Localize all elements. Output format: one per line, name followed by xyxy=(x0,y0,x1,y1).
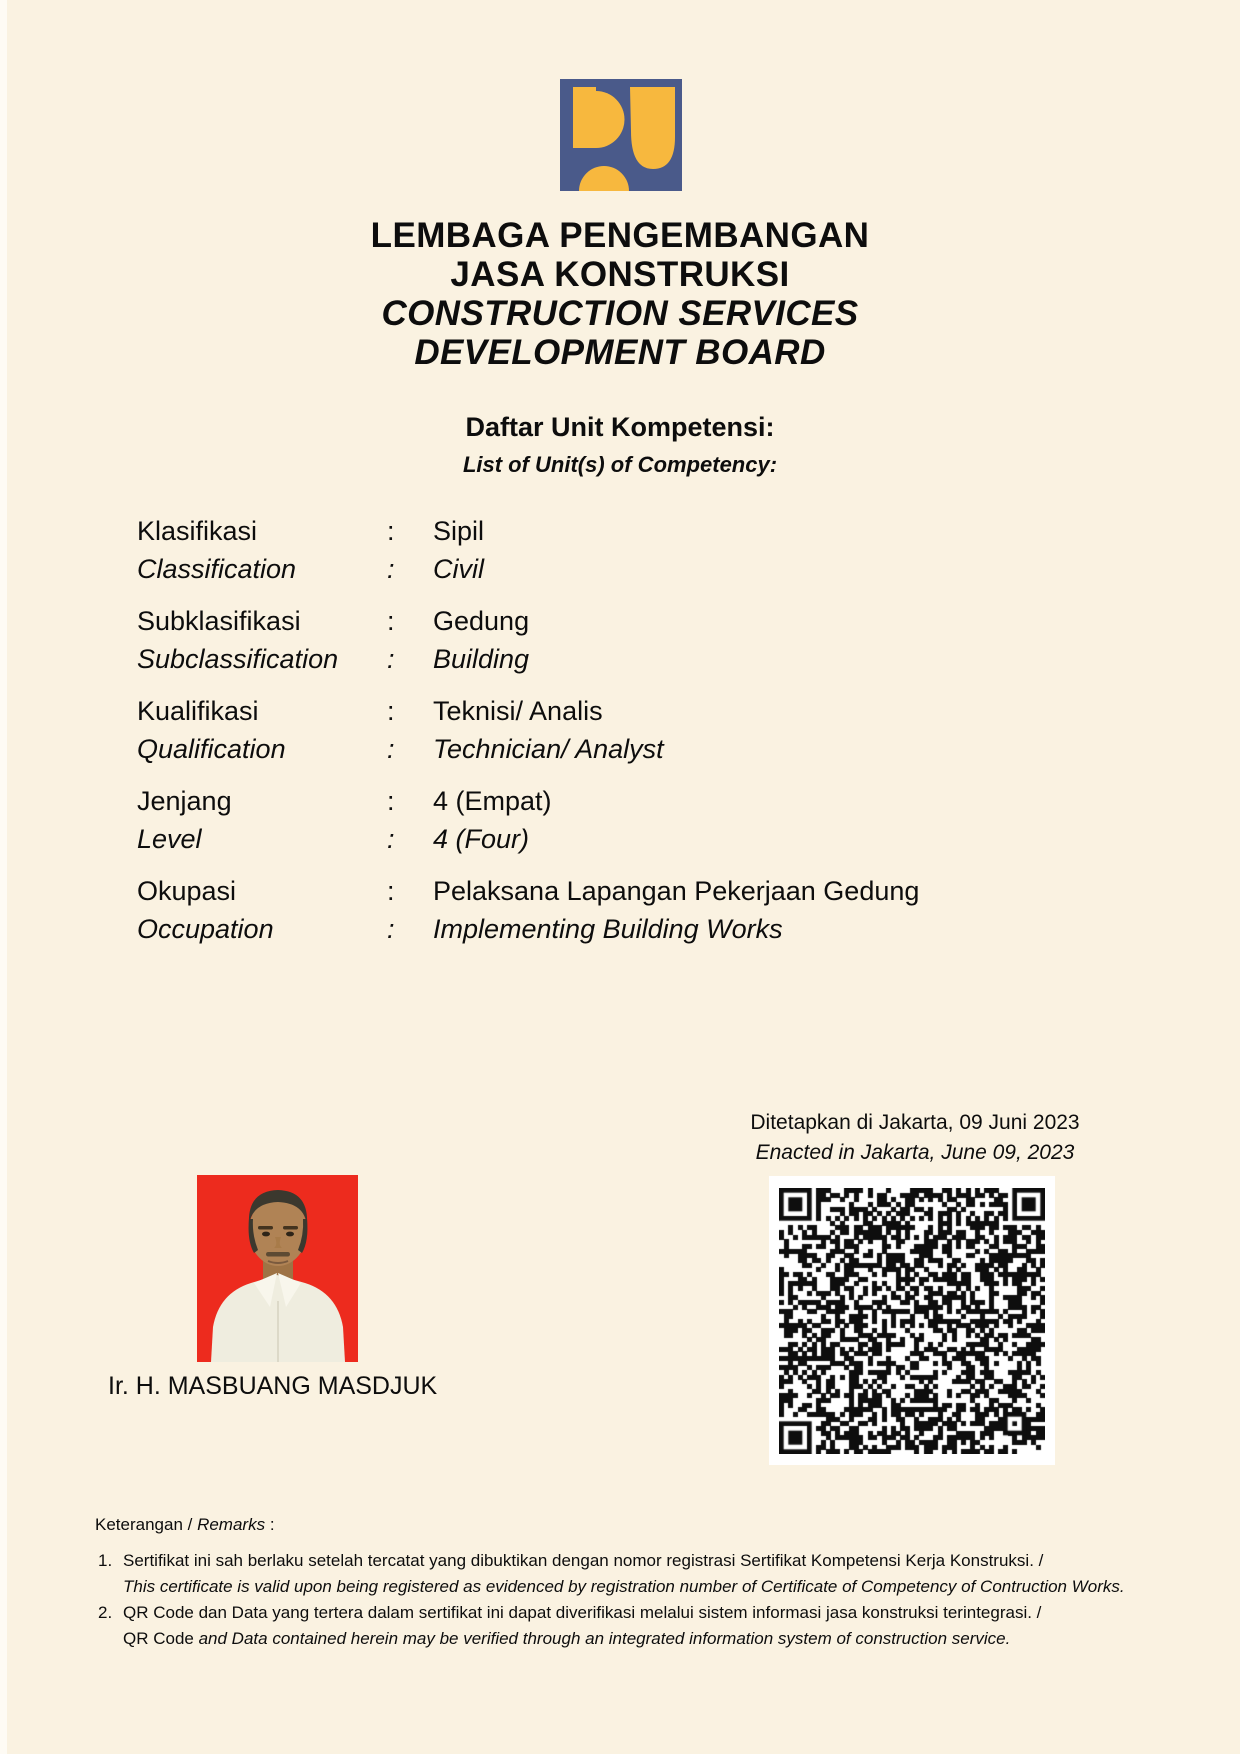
remark-number: 2. xyxy=(98,1603,113,1622)
issuer-line-id-1: LEMBAGA PENGEMBANGAN xyxy=(370,216,870,255)
remark-item xyxy=(95,1548,1147,1600)
field-row-klasifikasi xyxy=(137,512,1117,588)
colon: : xyxy=(387,786,395,816)
issuer-line-en-2: DEVELOPMENT BOARD xyxy=(414,333,826,372)
remark-text-id: QR Code dan Data yang tertera dalam sertifikat ini dapat diverifikasi melalui sistem informasi jasa konstruksi terintegrasi. / xyxy=(123,1603,1042,1622)
colon: : xyxy=(387,824,395,854)
remarks xyxy=(95,1512,1147,1652)
issuer-line-en-1: CONSTRUCTION SERVICES xyxy=(381,294,859,333)
field-value-en: Implementing Building Works xyxy=(433,914,783,944)
holder-name: Ir. H. MASBUANG MASDJUK xyxy=(108,1372,438,1400)
field-row-okupasi xyxy=(137,872,1117,948)
issuer-title xyxy=(0,216,1240,372)
qr-code-pattern xyxy=(779,1188,1045,1454)
field-label-en: Occupation xyxy=(137,914,274,944)
enactment xyxy=(700,1108,1130,1168)
field-value-en: 4 (Four) xyxy=(433,824,530,854)
competency-fields xyxy=(137,512,1117,962)
remark-number: 1. xyxy=(98,1551,113,1570)
field-value-en: Building xyxy=(433,644,530,674)
field-label-id: Klasifikasi xyxy=(137,516,258,546)
section-title-en: List of Unit(s) of Competency: xyxy=(462,452,778,477)
field-value-id: Gedung xyxy=(433,606,530,636)
holder-photo xyxy=(197,1175,358,1362)
remark-text-en: This certificate is valid upon being registered as evidenced by registration number of Certificate of Competency of Contruction Works. xyxy=(123,1577,1125,1596)
field-row-kualifikasi xyxy=(137,692,1117,768)
field-value-en: Civil xyxy=(433,554,484,584)
remark-item xyxy=(95,1600,1147,1652)
remark-text-id: Sertifikat ini sah berlaku setelah tercatat yang dibuktikan dengan nomor registrasi Sertifikat Kompetensi Kerja Konstruksi. / xyxy=(123,1551,1044,1570)
colon: : xyxy=(387,876,395,906)
remark-text-en: QR Code and Data contained herein may be verified through an integrated information system of construction service. xyxy=(123,1629,1011,1648)
colon: : xyxy=(387,606,395,636)
field-label-en: Classification xyxy=(137,554,297,584)
field-row-subklasifikasi xyxy=(137,602,1117,678)
field-value-id: Teknisi/ Analis xyxy=(433,696,603,726)
field-label-id: Jenjang xyxy=(137,786,232,816)
pu-logo-icon xyxy=(560,79,682,191)
field-label-id: Okupasi xyxy=(137,876,237,906)
field-label-en: Level xyxy=(137,824,202,854)
qr-code xyxy=(769,1176,1055,1465)
colon: : xyxy=(387,644,395,674)
colon: : xyxy=(387,734,395,764)
enactment-en: Enacted in Jakarta, June 09, 2023 xyxy=(755,1141,1075,1164)
enactment-id: Ditetapkan di Jakarta, 09 Juni 2023 xyxy=(750,1111,1080,1134)
field-row-jenjang xyxy=(137,782,1117,858)
field-value-id: 4 (Empat) xyxy=(433,786,552,816)
field-value-id: Pelaksana Lapangan Pekerjaan Gedung xyxy=(433,876,920,906)
colon: : xyxy=(387,516,395,546)
field-label-id: Kualifikasi xyxy=(137,696,259,726)
colon: : xyxy=(387,554,395,584)
issuer-line-id-2: JASA KONSTRUKSI xyxy=(450,255,790,294)
field-value-id: Sipil xyxy=(433,516,485,546)
section-title-id: Daftar Unit Kompetensi: xyxy=(465,412,775,442)
colon: : xyxy=(387,696,395,726)
field-value-en: Technician/ Analyst xyxy=(433,734,664,764)
field-label-id: Subklasifikasi xyxy=(137,606,301,636)
field-label-en: Subclassification xyxy=(137,644,339,674)
remarks-heading: Keterangan / Remarks : xyxy=(95,1515,275,1534)
field-label-en: Qualification xyxy=(137,734,286,764)
colon: : xyxy=(387,914,395,944)
